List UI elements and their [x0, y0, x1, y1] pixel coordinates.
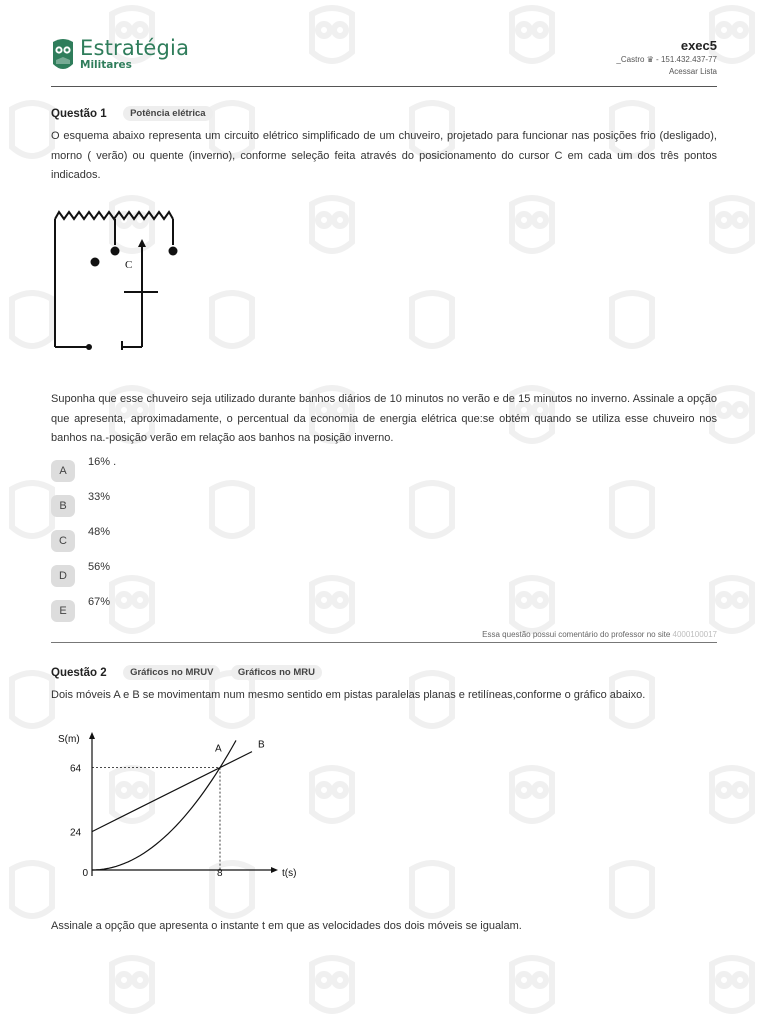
- option-a-text: 16% .: [88, 456, 117, 468]
- brand-logo[interactable]: [51, 36, 196, 78]
- access-list-link[interactable]: Acessar Lista: [668, 67, 717, 76]
- option-d-letter[interactable]: D: [51, 565, 75, 587]
- question-2-tag-mruv[interactable]: Gráficos no MRUV: [123, 665, 220, 680]
- user-info: _Castro ♛ - 151.432.437-77: [616, 55, 717, 64]
- option-e-text: 67%: [88, 596, 111, 608]
- x-axis-label: t(s): [282, 868, 297, 879]
- question-2-label: Questão 2: [51, 666, 107, 679]
- series-a-curve: [92, 740, 236, 870]
- question-2-tag-mru[interactable]: Gráficos no MRU: [231, 665, 322, 680]
- document-title: exec5: [680, 38, 717, 53]
- question-1-tag-potencia[interactable]: Potência elétrica: [123, 106, 213, 121]
- y-axis-label: S(m): [58, 734, 80, 745]
- question-1-prompt: Suponha que esse chuveiro seja utilizado durante banhos diários de 10 minutos no verão e de 15 minutos no inverno. Assinale a opção que apresenta, aproximadamente, o percentual da economia de energia elétrica que:se obtém quando se utiliza esse chuveiro nos banhos na.-posição verão em relação aos banhos na posição inverno.: [51, 393, 717, 444]
- question-2-header: [51, 664, 328, 682]
- header-info: [616, 38, 717, 78]
- option-c-letter[interactable]: C: [51, 530, 75, 552]
- x-tick-0: 0: [82, 868, 88, 879]
- option-b-text: 33%: [88, 491, 111, 503]
- shower-circuit-diagram: [52, 205, 180, 355]
- question-code-link[interactable]: 4000100017: [672, 630, 717, 639]
- question-2-statement: Dois móveis A e B se movimentam num mesmo sentido em pistas paralelas planas e retilíneas,conforme o gráfico abaixo.: [51, 689, 646, 701]
- brand-name: Estratégia: [80, 36, 190, 60]
- owl-logo-icon: [51, 36, 75, 74]
- cursor-c-label: C: [125, 259, 133, 271]
- option-e-letter[interactable]: E: [51, 600, 75, 622]
- teacher-comment-note: [482, 630, 717, 639]
- teacher-comment-text: Essa questão possui comentário do professor no site: [482, 630, 671, 639]
- question-1-statement: O esquema abaixo representa um circuito elétrico simplificado de um chuveiro, projetado para funcionar nas posições frio (desligado), morno ( verão) ou quente (inverno), conforme seleção feita através do posicionamento do cursor C em cada um dos três pontos indicados.: [51, 130, 717, 181]
- series-a-label: A: [215, 743, 222, 755]
- page-header: [51, 34, 717, 87]
- y-tick-64: 64: [70, 763, 82, 775]
- position-time-chart: [52, 726, 312, 886]
- question-1-label: Questão 1: [51, 107, 107, 120]
- x-axis-arrow: [271, 867, 278, 873]
- x-tick-8: 8: [217, 868, 223, 879]
- brand-sub: Militares: [80, 59, 132, 71]
- option-d-text: 56%: [88, 561, 111, 573]
- question-2-prompt: Assinale a opção que apresenta o instante t em que as velocidades dos dois móveis se igualam.: [51, 920, 522, 932]
- series-b-line: [92, 752, 252, 832]
- question-divider: [51, 642, 717, 643]
- option-b-letter[interactable]: B: [51, 495, 75, 517]
- option-c-text: 48%: [88, 526, 111, 538]
- question-1-header: [51, 105, 219, 123]
- option-a-letter[interactable]: A: [51, 460, 75, 482]
- y-axis-arrow: [89, 732, 95, 739]
- y-tick-24: 24: [70, 827, 82, 839]
- series-b-label: B: [258, 739, 265, 751]
